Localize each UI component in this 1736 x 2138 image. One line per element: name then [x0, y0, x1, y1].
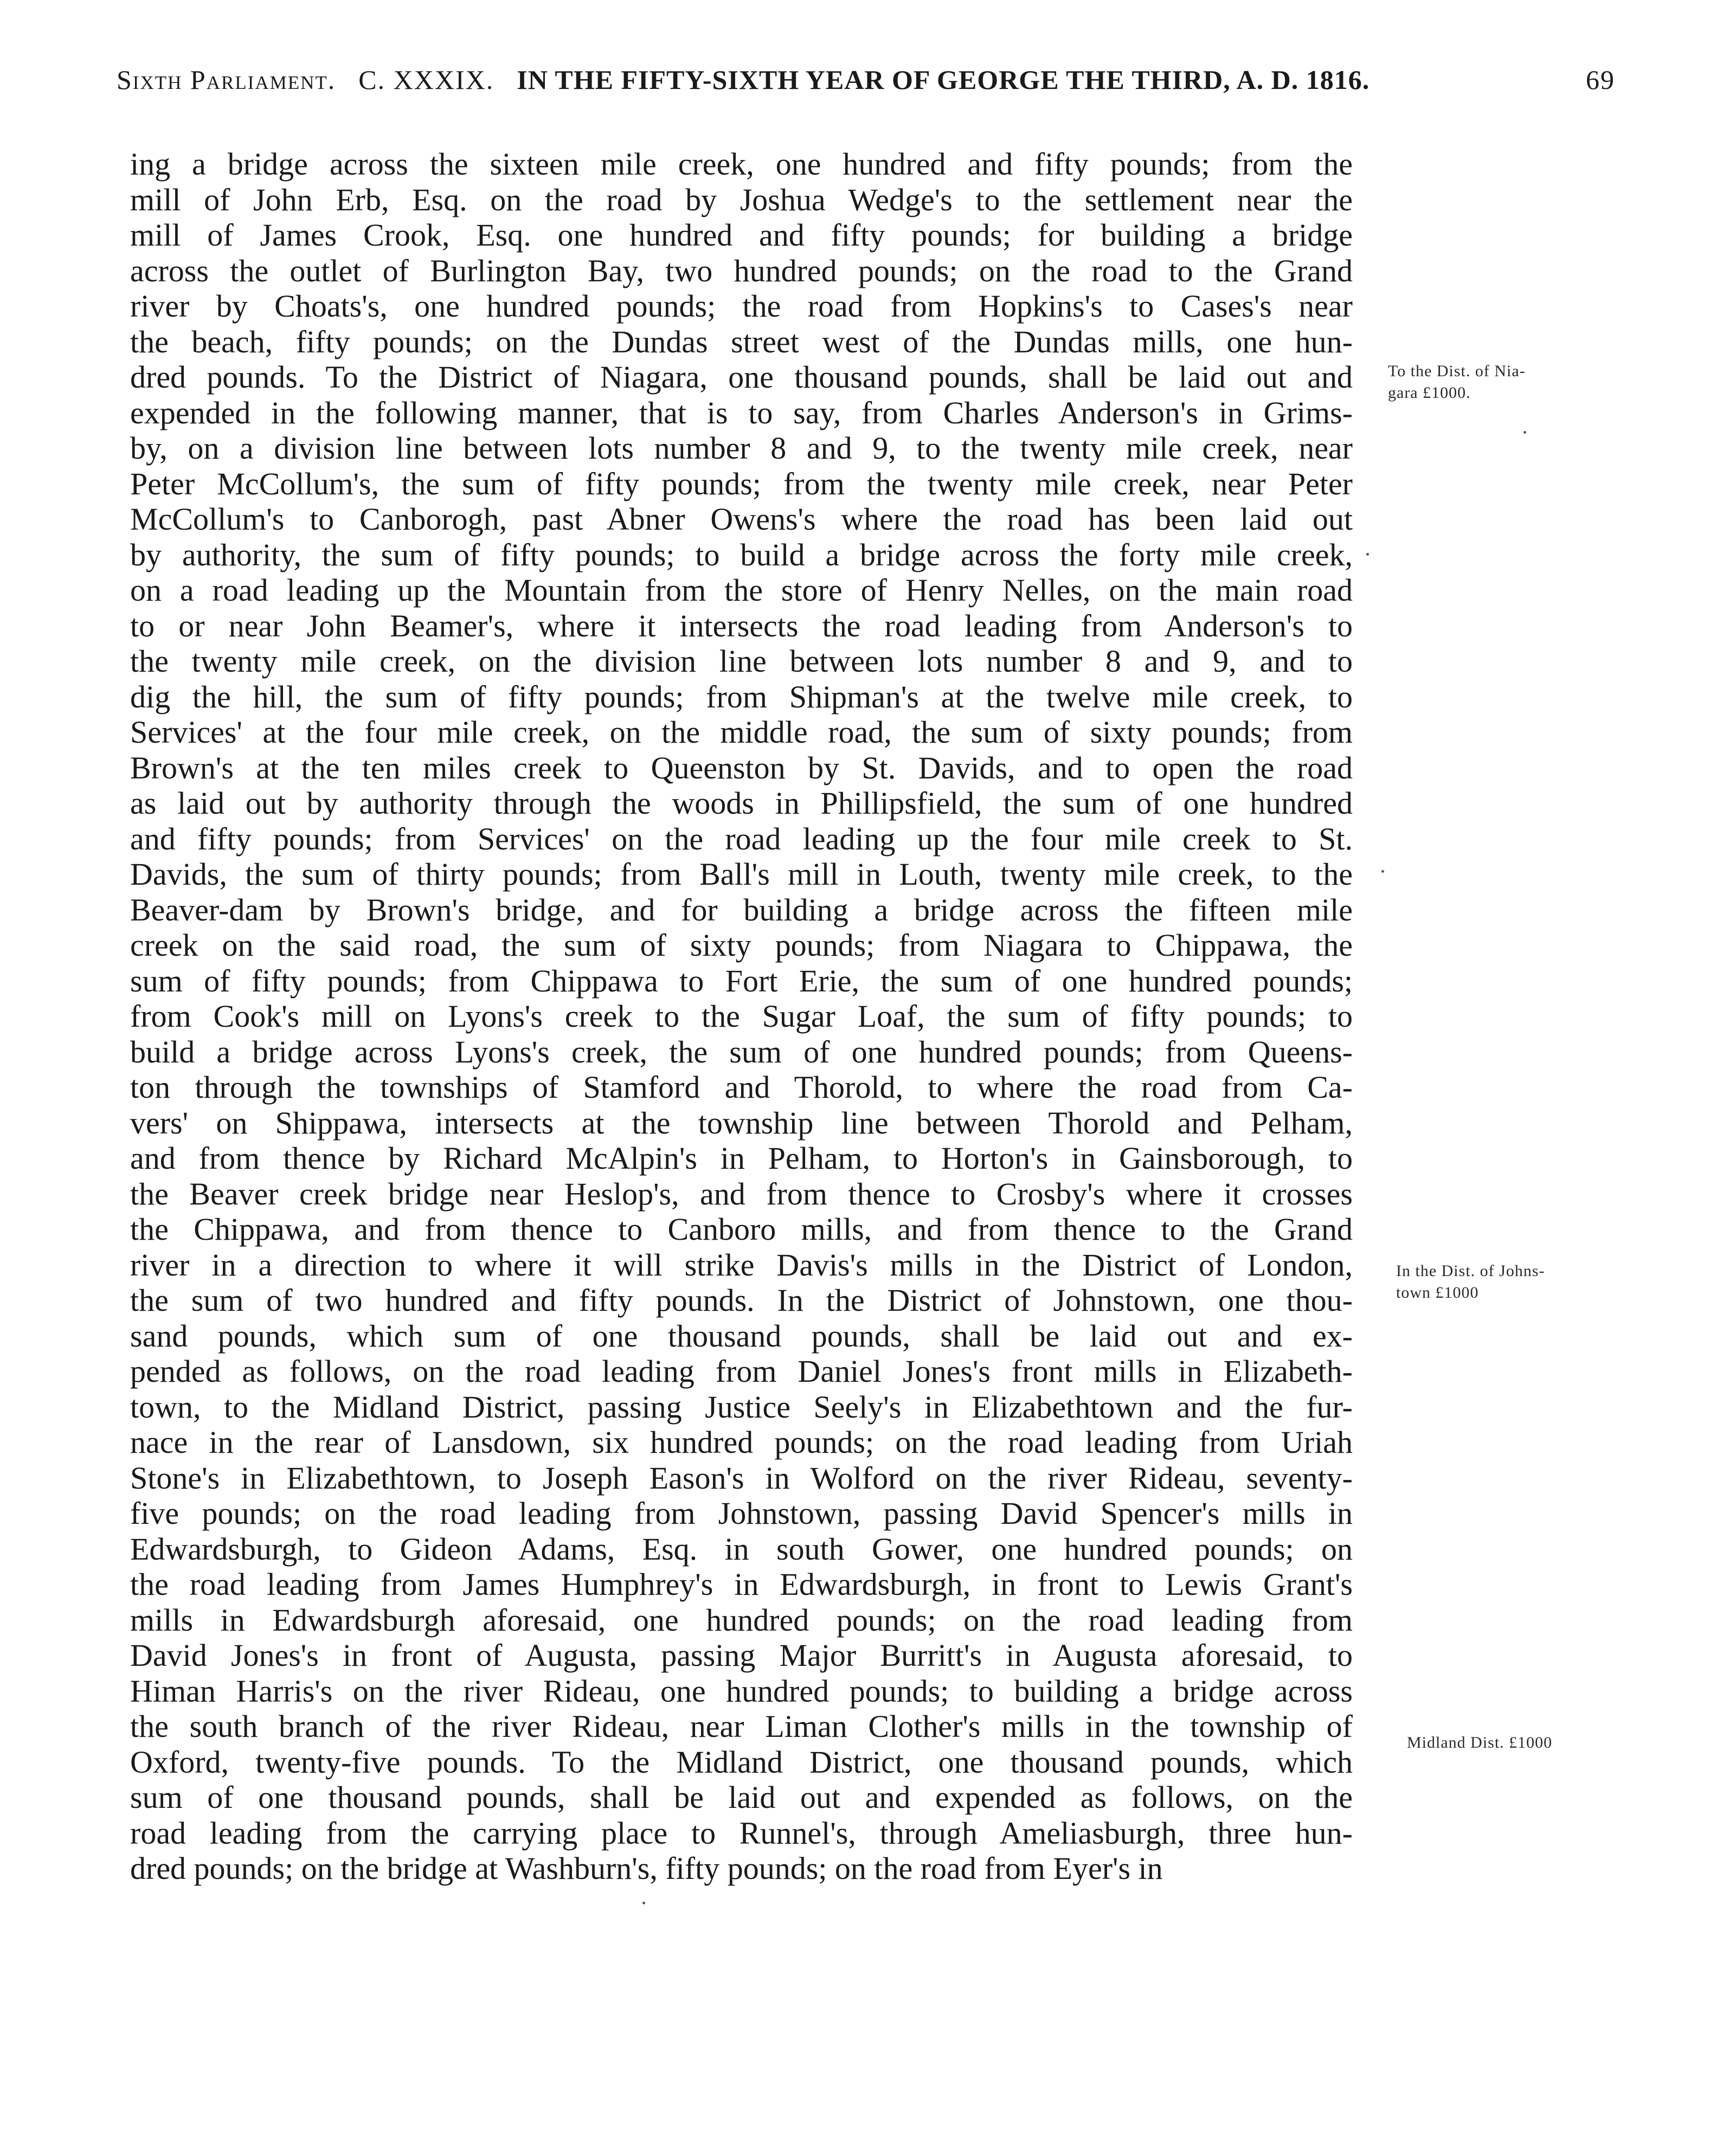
body-line: the beach, fifty pounds; on the Dundas street west of the Dundas mills, one hun-	[130, 324, 1353, 359]
marginal-note-line: town £1000	[1396, 1284, 1479, 1302]
body-line: mill of John Erb, Esq. on the road by Joshua Wedge's to the settlement near the	[130, 182, 1353, 217]
body-line: Beaver-dam by Brown's bridge, and for building a bridge across the fifteen mile	[130, 892, 1353, 928]
body-line: ing a bridge across the sixteen mile creek, one hundred and fifty pounds; from the	[130, 146, 1353, 182]
body-line: Davids, the sum of thirty pounds; from Ball's mill in Louth, twenty mile creek, to the	[130, 857, 1353, 892]
body-line: sum of fifty pounds; from Chippawa to Fort Erie, the sum of one hundred pounds;	[130, 963, 1353, 999]
marginal-note-line: To the Dist. of Nia-	[1388, 362, 1526, 380]
body-line: and fifty pounds; from Services' on the road leading up the four mile creek to St.	[130, 821, 1353, 857]
body-line: the twenty mile creek, on the division line between lots number 8 and 9, and to	[130, 643, 1353, 679]
body-line: David Jones's in front of Augusta, passing Major Burritt's in Augusta aforesaid, to	[130, 1638, 1353, 1673]
body-line: Edwardsburgh, to Gideon Adams, Esq. in south Gower, one hundred pounds; on	[130, 1531, 1353, 1567]
running-head	[117, 64, 1615, 107]
body-line: ton through the townships of Stamford and Thorold, to where the road from Ca-	[130, 1070, 1353, 1105]
print-speck	[1523, 431, 1526, 434]
body-line: mill of James Crook, Esq. one hundred and fifty pounds; for building a bridge	[130, 217, 1353, 253]
running-head-session: Sixth Parliament.	[117, 65, 336, 95]
body-line: five pounds; on the road leading from Johnstown, passing David Spencer's mills in	[130, 1496, 1353, 1531]
body-line: vers' on Shippawa, intersects at the township line between Thorold and Pelham,	[130, 1105, 1353, 1141]
body-line: dred pounds; on the bridge at Washburn's, fifty pounds; on the road from Eyer's in	[130, 1851, 1163, 1886]
body-line: dig the hill, the sum of fifty pounds; from Shipman's at the twelve mile creek, to	[130, 679, 1353, 714]
body-line: river by Choats's, one hundred pounds; the road from Hopkins's to Cases's near	[130, 288, 1353, 324]
body-line: by, on a division line between lots number 8 and 9, to the twenty mile creek, near	[130, 430, 1353, 466]
body-line: build a bridge across Lyons's creek, the sum of one hundred pounds; from Queens-	[130, 1034, 1353, 1070]
marginal-note-johnstown	[1396, 1260, 1545, 1304]
body-line: on a road leading up the Mountain from the store of Henry Nelles, on the main road	[130, 572, 1353, 608]
body-line: town, to the Midland District, passing Justice Seely's in Elizabethtown and the fur-	[130, 1389, 1353, 1425]
body-line: river in a direction to where it will strike Davis's mills in the District of London,	[130, 1247, 1353, 1283]
body-line: across the outlet of Burlington Bay, two hundred pounds; on the road to the Grand	[130, 253, 1353, 288]
body-line: and from thence by Richard McAlpin's in Pelham, to Horton's in Gainsborough, to	[130, 1141, 1353, 1176]
body-line: the Chippawa, and from thence to Canboro mills, and from thence to the Grand	[130, 1212, 1353, 1247]
body-line: Oxford, twenty-five pounds. To the Midland District, one thousand pounds, which	[130, 1744, 1353, 1780]
marginal-note-line: Midland Dist. £1000	[1407, 1734, 1553, 1751]
body-line: by authority, the sum of fifty pounds; to build a bridge across the forty mile creek,	[130, 537, 1353, 572]
body-line: road leading from the carrying place to Runnel's, through Ameliasburgh, three hun-	[130, 1815, 1353, 1851]
body-line: Himan Harris's on the river Rideau, one hundred pounds; to building a bridge across	[130, 1673, 1353, 1709]
body-line: nace in the rear of Lansdown, six hundred pounds; on the road leading from Uriah	[130, 1425, 1353, 1460]
page-number: 69	[1586, 65, 1615, 95]
body-line: the sum of two hundred and fifty pounds. In the District of Johnstown, one thou-	[130, 1283, 1353, 1318]
body-line: pended as follows, on the road leading from Daniel Jones's front mills in Elizabeth-	[130, 1354, 1353, 1389]
body-line: the road leading from James Humphrey's in Edwardsburgh, in front to Lewis Grant's	[130, 1567, 1353, 1602]
body-line: dred pounds. To the District of Niagara, one thousand pounds, shall be laid out and	[130, 359, 1353, 395]
body-line: Stone's in Elizabethtown, to Joseph Eason's in Wolford on the river Rideau, seventy-	[130, 1460, 1353, 1496]
marginal-note-line: In the Dist. of Johns-	[1396, 1262, 1545, 1280]
marginal-note-line: gara £1000.	[1388, 384, 1471, 402]
body-line: Services' at the four mile creek, on the middle road, the sum of sixty pounds; from	[130, 714, 1353, 750]
print-speck	[642, 1902, 645, 1904]
body-line: mills in Edwardsburgh aforesaid, one hundred pounds; on the road leading from	[130, 1602, 1353, 1638]
marginal-note-midland	[1407, 1732, 1552, 1754]
body-line: Peter McCollum's, the sum of fifty pounds; from the twenty mile creek, near Peter	[130, 466, 1353, 501]
body-line: sum of one thousand pounds, shall be laid out and expended as follows, on the	[130, 1780, 1353, 1815]
body-line: the Beaver creek bridge near Heslop's, and from thence to Crosby's where it crosses	[130, 1176, 1353, 1212]
print-speck	[1381, 870, 1384, 873]
body-line: as laid out by authority through the woods in Phillipsfield, the sum of one hundred	[130, 785, 1353, 821]
body-line: expended in the following manner, that is to say, from Charles Anderson's in Grims-	[130, 395, 1353, 430]
running-head-chapter: C. XXXIX.	[358, 65, 494, 95]
body-line: Brown's at the ten miles creek to Queenston by St. Davids, and to open the road	[130, 750, 1353, 785]
body-text	[130, 146, 1353, 1886]
body-line: creek on the said road, the sum of sixty pounds; from Niagara to Chippawa, the	[130, 928, 1353, 963]
running-head-title: IN THE FIFTY-SIXTH YEAR OF GEORGE THE THIRD, A. D. 1816.	[517, 65, 1370, 95]
marginal-note-niagara	[1388, 360, 1526, 404]
body-line: the south branch of the river Rideau, near Liman Clother's mills in the township of	[130, 1709, 1353, 1744]
body-line: sand pounds, which sum of one thousand pounds, shall be laid out and ex-	[130, 1318, 1353, 1354]
print-speck	[1366, 553, 1369, 556]
body-line: to or near John Beamer's, where it intersects the road leading from Anderson's to	[130, 608, 1353, 643]
body-line: McCollum's to Canborogh, past Abner Owens's where the road has been laid out	[130, 501, 1353, 537]
body-line: from Cook's mill on Lyons's creek to the Sugar Loaf, the sum of fifty pounds; to	[130, 999, 1353, 1034]
